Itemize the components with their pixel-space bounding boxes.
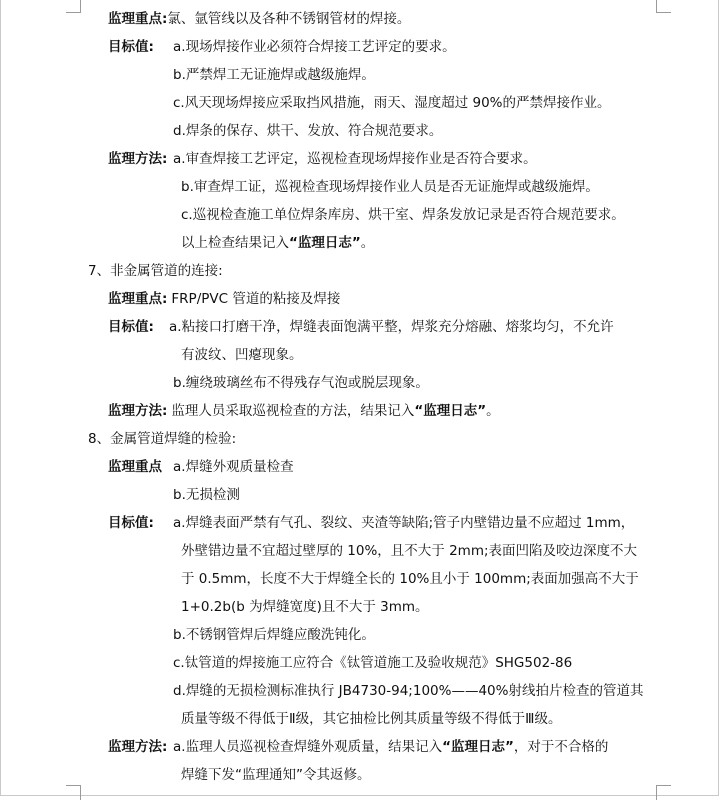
s8-target-a-line3: 于 0.5mm，长度不大于焊缝全长的 10%且小于 100mm;表面加强高不大于 [181, 571, 639, 587]
s7-target-a-line1: a.粘接口打磨干净，焊缝表面饱满平整，焊浆充分熔融、熔浆均匀，不允许 [169, 319, 614, 335]
margin-mark-bottom-right [656, 785, 671, 800]
s7-target-a-line2: 有波纹、凹瘪现象。 [181, 347, 303, 363]
s8-method-line1 [173, 738, 608, 756]
s8-target-a-line2: 外壁错边量不宜超过壁厚的 10%，且不大于 2mm;表面凹陷及咬边深度不大 [181, 543, 638, 559]
s8-target-b: b.不锈钢管焊后焊缝应酸洗钝化。 [173, 627, 375, 643]
focus-label: 监理重点: [108, 291, 168, 307]
record-prefix: 以上检查结果记入 [181, 235, 289, 251]
s6-target-d: d.焊条的保存、烘干、发放、符合规范要求。 [173, 123, 443, 139]
s8-focus-b: b.无损检测 [173, 487, 240, 503]
s6-target-c: c.风天现场焊接应采取挡风措施，雨天、湿度超过 90%的严禁焊接作业。 [173, 95, 611, 111]
s8-target-d-line2: 质量等级不得低于Ⅱ级，其它抽检比例其质量等级不得低于Ⅲ级。 [181, 711, 562, 727]
s8-focus-a: a.焊缝外观质量检查 [173, 459, 294, 475]
method-text: a.监理人员巡视检查焊缝外观质量，结果记入 [173, 739, 443, 755]
record-name: “监理日志” [289, 235, 361, 251]
method-record: “监理日志” [414, 403, 487, 419]
s8-target-a-line4: 1+0.2b(b 为焊缝宽度)且不大于 3mm。 [181, 599, 429, 615]
s6-target-label: 目标值: [108, 39, 154, 55]
focus-label: 监理重点: [108, 11, 168, 27]
s6-target-a: a.现场焊接作业必须符合焊接工艺评定的要求。 [173, 39, 456, 55]
s8-target-c: c.钛管道的焊接施工应符合《钛管道施工及验收规范》SHG502-86 [173, 655, 573, 671]
s7-heading: 7、非金属管道的连接: [88, 263, 223, 279]
s6-target-b: b.严禁焊工无证施焊或越级施焊。 [173, 67, 375, 83]
margin-mark-top-right [656, 0, 671, 13]
s6-focus-line [108, 10, 410, 28]
margin-mark-top-left [66, 0, 81, 13]
method-text: 监理人员采取巡视检查的方法，结果记入 [171, 403, 415, 419]
s8-focus-label: 监理重点 [108, 459, 162, 475]
focus-text: FRP/PVC 管道的粘接及焊接 [171, 291, 341, 307]
s7-target-b: b.缠绕玻璃丝布不得残存气泡或脱层现象。 [173, 375, 429, 391]
s6-method-c: c.巡视检查施工单位焊条库房、烘干室、焊条发放记录是否符合规范要求。 [181, 207, 625, 223]
s7-focus-line [108, 290, 340, 308]
s8-heading: 8、金属管道焊缝的检验: [88, 431, 237, 447]
margin-mark-bottom-left [66, 785, 81, 800]
s6-method-a: a.审查焊接工艺评定，巡视检查现场焊接作业是否符合要求。 [173, 151, 537, 167]
focus-text: 氯、氩管线以及各种不锈钢管材的焊接。 [167, 11, 411, 27]
method-suffix: ，对于不合格的 [513, 739, 609, 755]
s8-target-d-line1: d.焊缝的无损检测标准执行 JB4730-94;100%——40%射线拍片检查的管道其 [173, 683, 644, 699]
method-label: 监理方法: [108, 403, 168, 419]
s6-record-line [181, 234, 374, 252]
s6-method-b: b.审查焊工证，巡视检查现场焊接作业人员是否无证施焊或越级施焊。 [181, 179, 599, 195]
s7-target-label: 目标值: [108, 319, 154, 335]
method-record: “监理日志” [442, 739, 514, 755]
record-suffix: 。 [360, 235, 375, 251]
s6-method-label: 监理方法: [108, 151, 168, 167]
s8-target-a-line1: a.焊缝表面严禁有气孔、裂纹、夹渣等缺陷;管子内壁错边量不应超过 1mm， [173, 515, 635, 531]
s8-method-line2: 焊缝下发“监理通知”令其返修。 [181, 767, 371, 783]
s7-method-line [108, 402, 500, 420]
s8-target-label: 目标值: [108, 515, 154, 531]
method-suffix: 。 [486, 403, 500, 419]
s8-method-label: 监理方法: [108, 739, 168, 755]
